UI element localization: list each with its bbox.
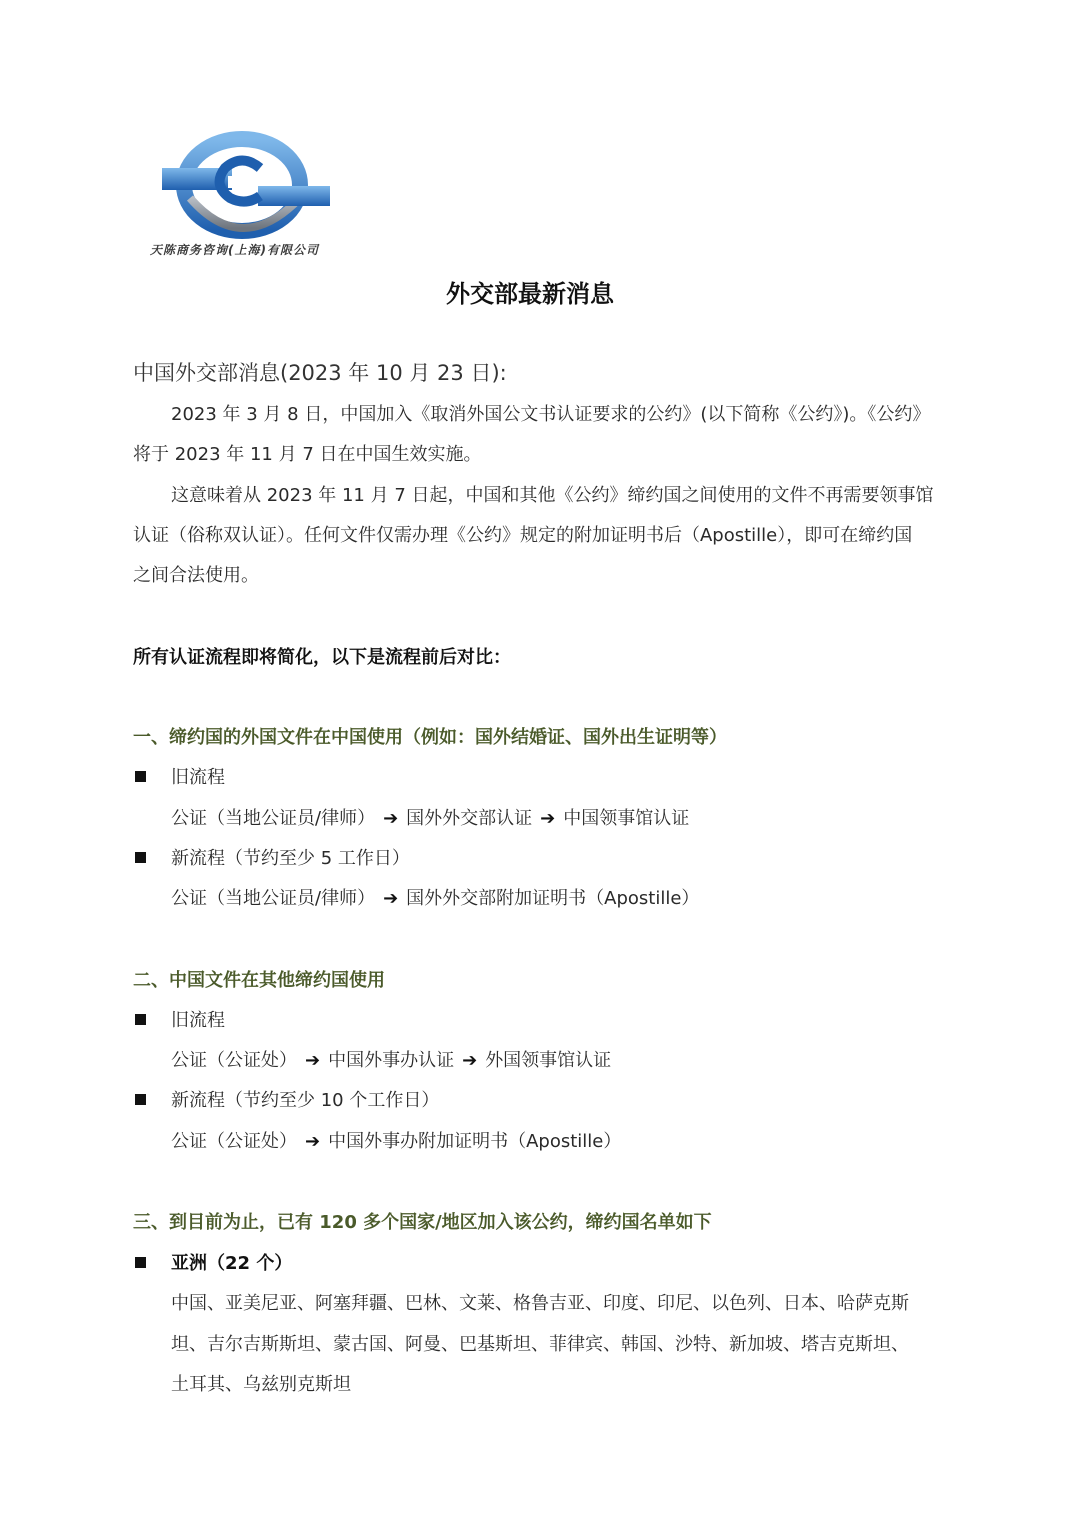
- flow-step: 公证（公证处）: [171, 1050, 297, 1071]
- arrow-right-icon: ➔: [383, 808, 399, 829]
- section1-old-label: 旧流程: [171, 767, 225, 788]
- section1-old-flow: [171, 806, 689, 832]
- summary-text: 所有认证流程即将简化，以下是流程前后对比：: [133, 647, 511, 668]
- paragraph2-line3: 之间合法使用。: [133, 565, 259, 586]
- section2-new-label: 新流程（节约至少 10 个工作日）: [171, 1090, 440, 1111]
- asia-label: 亚洲（22 个）: [171, 1253, 293, 1274]
- paragraph2-line1: 这意味着从 2023 年 11 月 7 日起，中国和其他《公约》缔约国之间使用的文件不再需要领事馆: [171, 485, 934, 506]
- arrow-right-icon: ➔: [305, 1131, 321, 1152]
- bullet-icon: [135, 771, 146, 782]
- section2-old-label: 旧流程: [171, 1010, 225, 1031]
- paragraph2-line2: 认证（俗称双认证）。任何文件仅需办理《公约》规定的附加证明书后（Apostille），即可在缔约国: [133, 525, 913, 546]
- section1-new-flow: [171, 886, 699, 912]
- arrow-right-icon: ➔: [305, 1050, 321, 1071]
- flow-step: 国外外交部认证: [406, 808, 533, 829]
- section3-heading: 三、到目前为止，已有 120 多个国家/地区加入该公约，缔约国名单如下: [133, 1212, 712, 1233]
- asia-countries-line2: 坦、吉尔吉斯斯坦、蒙古国、阿曼、巴基斯坦、菲律宾、韩国、沙特、新加坡、塔吉克斯坦、: [171, 1334, 909, 1355]
- asia-countries-line3: 土耳其、乌兹别克斯坦: [171, 1374, 351, 1395]
- section1-heading: 一、缔约国的外国文件在中国使用（例如：国外结婚证、国外出生证明等）: [133, 727, 727, 748]
- flow-step: 外国领事馆认证: [485, 1050, 612, 1071]
- flow-step: 公证（当地公证员/律师）: [171, 808, 376, 829]
- flow-step: 中国外事办认证: [328, 1050, 455, 1071]
- arrow-right-icon: ➔: [383, 888, 399, 909]
- flow-step: 中国外事办附加证明书（Apostille）: [328, 1131, 622, 1152]
- arrow-right-icon: ➔: [540, 808, 556, 829]
- section2-old-flow: [171, 1048, 611, 1074]
- company-name: 天陈商务咨询(上海)有限公司: [150, 243, 319, 257]
- flow-step: 公证（当地公证员/律师）: [171, 888, 376, 909]
- bullet-icon: [135, 1257, 146, 1268]
- flow-step: 中国领事馆认证: [563, 808, 690, 829]
- arrow-right-icon: ➔: [462, 1050, 478, 1071]
- bullet-icon: [135, 852, 146, 863]
- section2-new-flow: [171, 1129, 621, 1155]
- section2-heading: 二、中国文件在其他缔约国使用: [133, 970, 385, 991]
- flow-step: 公证（公证处）: [171, 1131, 297, 1152]
- section1-new-label: 新流程（节约至少 5 工作日）: [171, 848, 410, 869]
- asia-countries-line1: 中国、亚美尼亚、阿塞拜疆、巴林、文莱、格鲁吉亚、印度、印尼、以色列、日本、哈萨克斯: [171, 1293, 909, 1314]
- paragraph1-line1: 2023 年 3 月 8 日，中国加入《取消外国公文书认证要求的公约》(以下简称《公约》)。《公约》: [171, 404, 931, 425]
- page-title: 外交部最新消息: [446, 280, 614, 308]
- bullet-icon: [135, 1014, 146, 1025]
- paragraph1-line2: 将于 2023 年 11 月 7 日在中国生效实施。: [133, 444, 482, 465]
- flow-step: 国外外交部附加证明书（Apostille）: [406, 888, 700, 909]
- news-header: 中国外交部消息(2023 年 10 月 23 日):: [133, 361, 507, 385]
- bullet-icon: [135, 1094, 146, 1105]
